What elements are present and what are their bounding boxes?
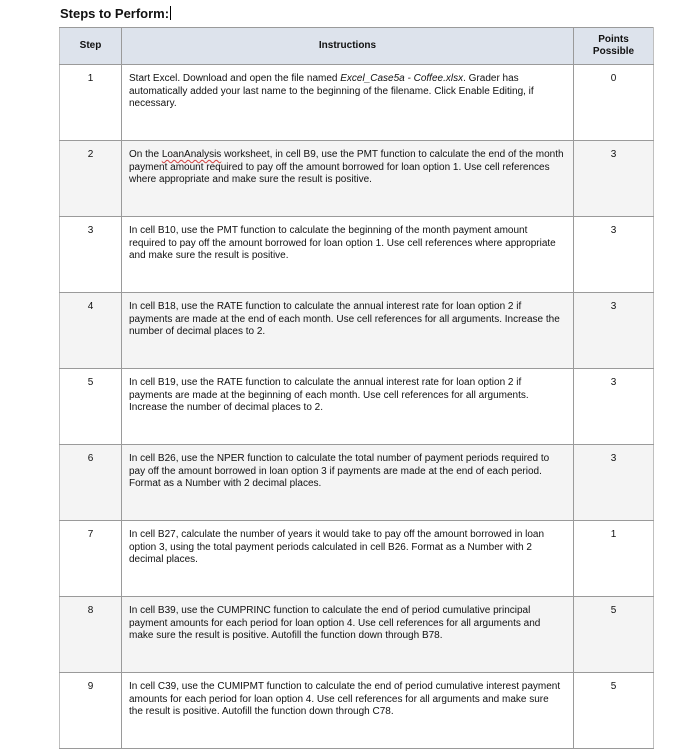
instruction-text: In cell B39, use the CUMPRINC function to calculate the end of period cumulative principal payment amounts for each period for loan option 4. Use cell references for all arguments and make sure the result is positive. Autofill the function down through B78.	[122, 597, 574, 673]
points-value: 3	[574, 217, 654, 293]
worksheet-name: LoanAnalysis	[161, 149, 222, 160]
step-number: 7	[60, 521, 122, 597]
step-number: 2	[60, 141, 122, 217]
points-value: 1	[574, 521, 654, 597]
table-header-row	[60, 28, 654, 65]
header-points: Points Possible	[574, 28, 654, 65]
instruction-text: In cell C39, use the CUMIPMT function to calculate the end of period cumulative interest payment amounts for each period for loan option 4. Use cell references for all arguments and make sure the result is positive. Autofill the function down through C78.	[122, 673, 574, 749]
points-value: 3	[574, 293, 654, 369]
header-instructions: Instructions	[122, 28, 574, 65]
step-number: 8	[60, 597, 122, 673]
text-cursor	[170, 6, 171, 20]
header-step: Step	[60, 28, 122, 65]
table-row	[60, 65, 654, 141]
points-value: 3	[574, 141, 654, 217]
instruction-text	[122, 65, 574, 141]
table-row	[60, 521, 654, 597]
step-number: 6	[60, 445, 122, 521]
table-row	[60, 217, 654, 293]
instruction-text: In cell B27, calculate the number of years it would take to pay off the amount borrowed in loan option 3, using the total payment periods calculated in cell B26. Format as a Number with 2 decimal places.	[122, 521, 574, 597]
instruction-part: . Grader has automatically added your last name to the beginning of the filename. Click Enable Editing, if necessary.	[129, 73, 534, 109]
step-number: 9	[60, 673, 122, 749]
instruction-part: Start Excel. Download and open the file named	[129, 73, 341, 84]
instruction-text: In cell B26, use the NPER function to calculate the total number of payment periods required to pay off the amount borrowed in loan option 3 if payments are made at the end of each period. Format as a Number with 2 decimal places.	[122, 445, 574, 521]
instruction-text	[122, 141, 574, 217]
instruction-text: In cell B18, use the RATE function to calculate the annual interest rate for loan option 2 if payments are made at the end of each month. Use cell references for all arguments. Increase the number of decimal places to 2.	[122, 293, 574, 369]
points-value: 0	[574, 65, 654, 141]
instruction-part: On the	[129, 149, 162, 160]
points-value: 3	[574, 369, 654, 445]
instruction-text: In cell B10, use the PMT function to calculate the beginning of the month payment amount required to pay off the amount borrowed for loan option 1. Use cell references where appropriate and make sure the result is positive.	[122, 217, 574, 293]
step-number: 1	[60, 65, 122, 141]
table-row	[60, 141, 654, 217]
step-number: 3	[60, 217, 122, 293]
page-heading	[60, 6, 171, 22]
file-name: Excel_Case5a - Coffee.xlsx	[340, 73, 464, 84]
instruction-text: In cell B19, use the RATE function to calculate the annual interest rate for loan option 2 if payments are made at the beginning of each month. Use cell references for all arguments. Increase the number of decimal places to 2.	[122, 369, 574, 445]
heading-text: Steps to Perform:	[60, 6, 170, 21]
table-row	[60, 445, 654, 521]
table-row	[60, 293, 654, 369]
points-value: 3	[574, 445, 654, 521]
step-number: 5	[60, 369, 122, 445]
table-row	[60, 597, 654, 673]
instruction-part: worksheet, in cell B9, use the PMT function to calculate the end of the month payment amount required to pay off the amount borrowed for loan option 1. Use cell references where appropriate and make sure the result is positive.	[129, 149, 564, 185]
points-value: 5	[574, 597, 654, 673]
points-value: 5	[574, 673, 654, 749]
table-row	[60, 673, 654, 749]
steps-table	[59, 27, 654, 749]
table-row	[60, 369, 654, 445]
step-number: 4	[60, 293, 122, 369]
